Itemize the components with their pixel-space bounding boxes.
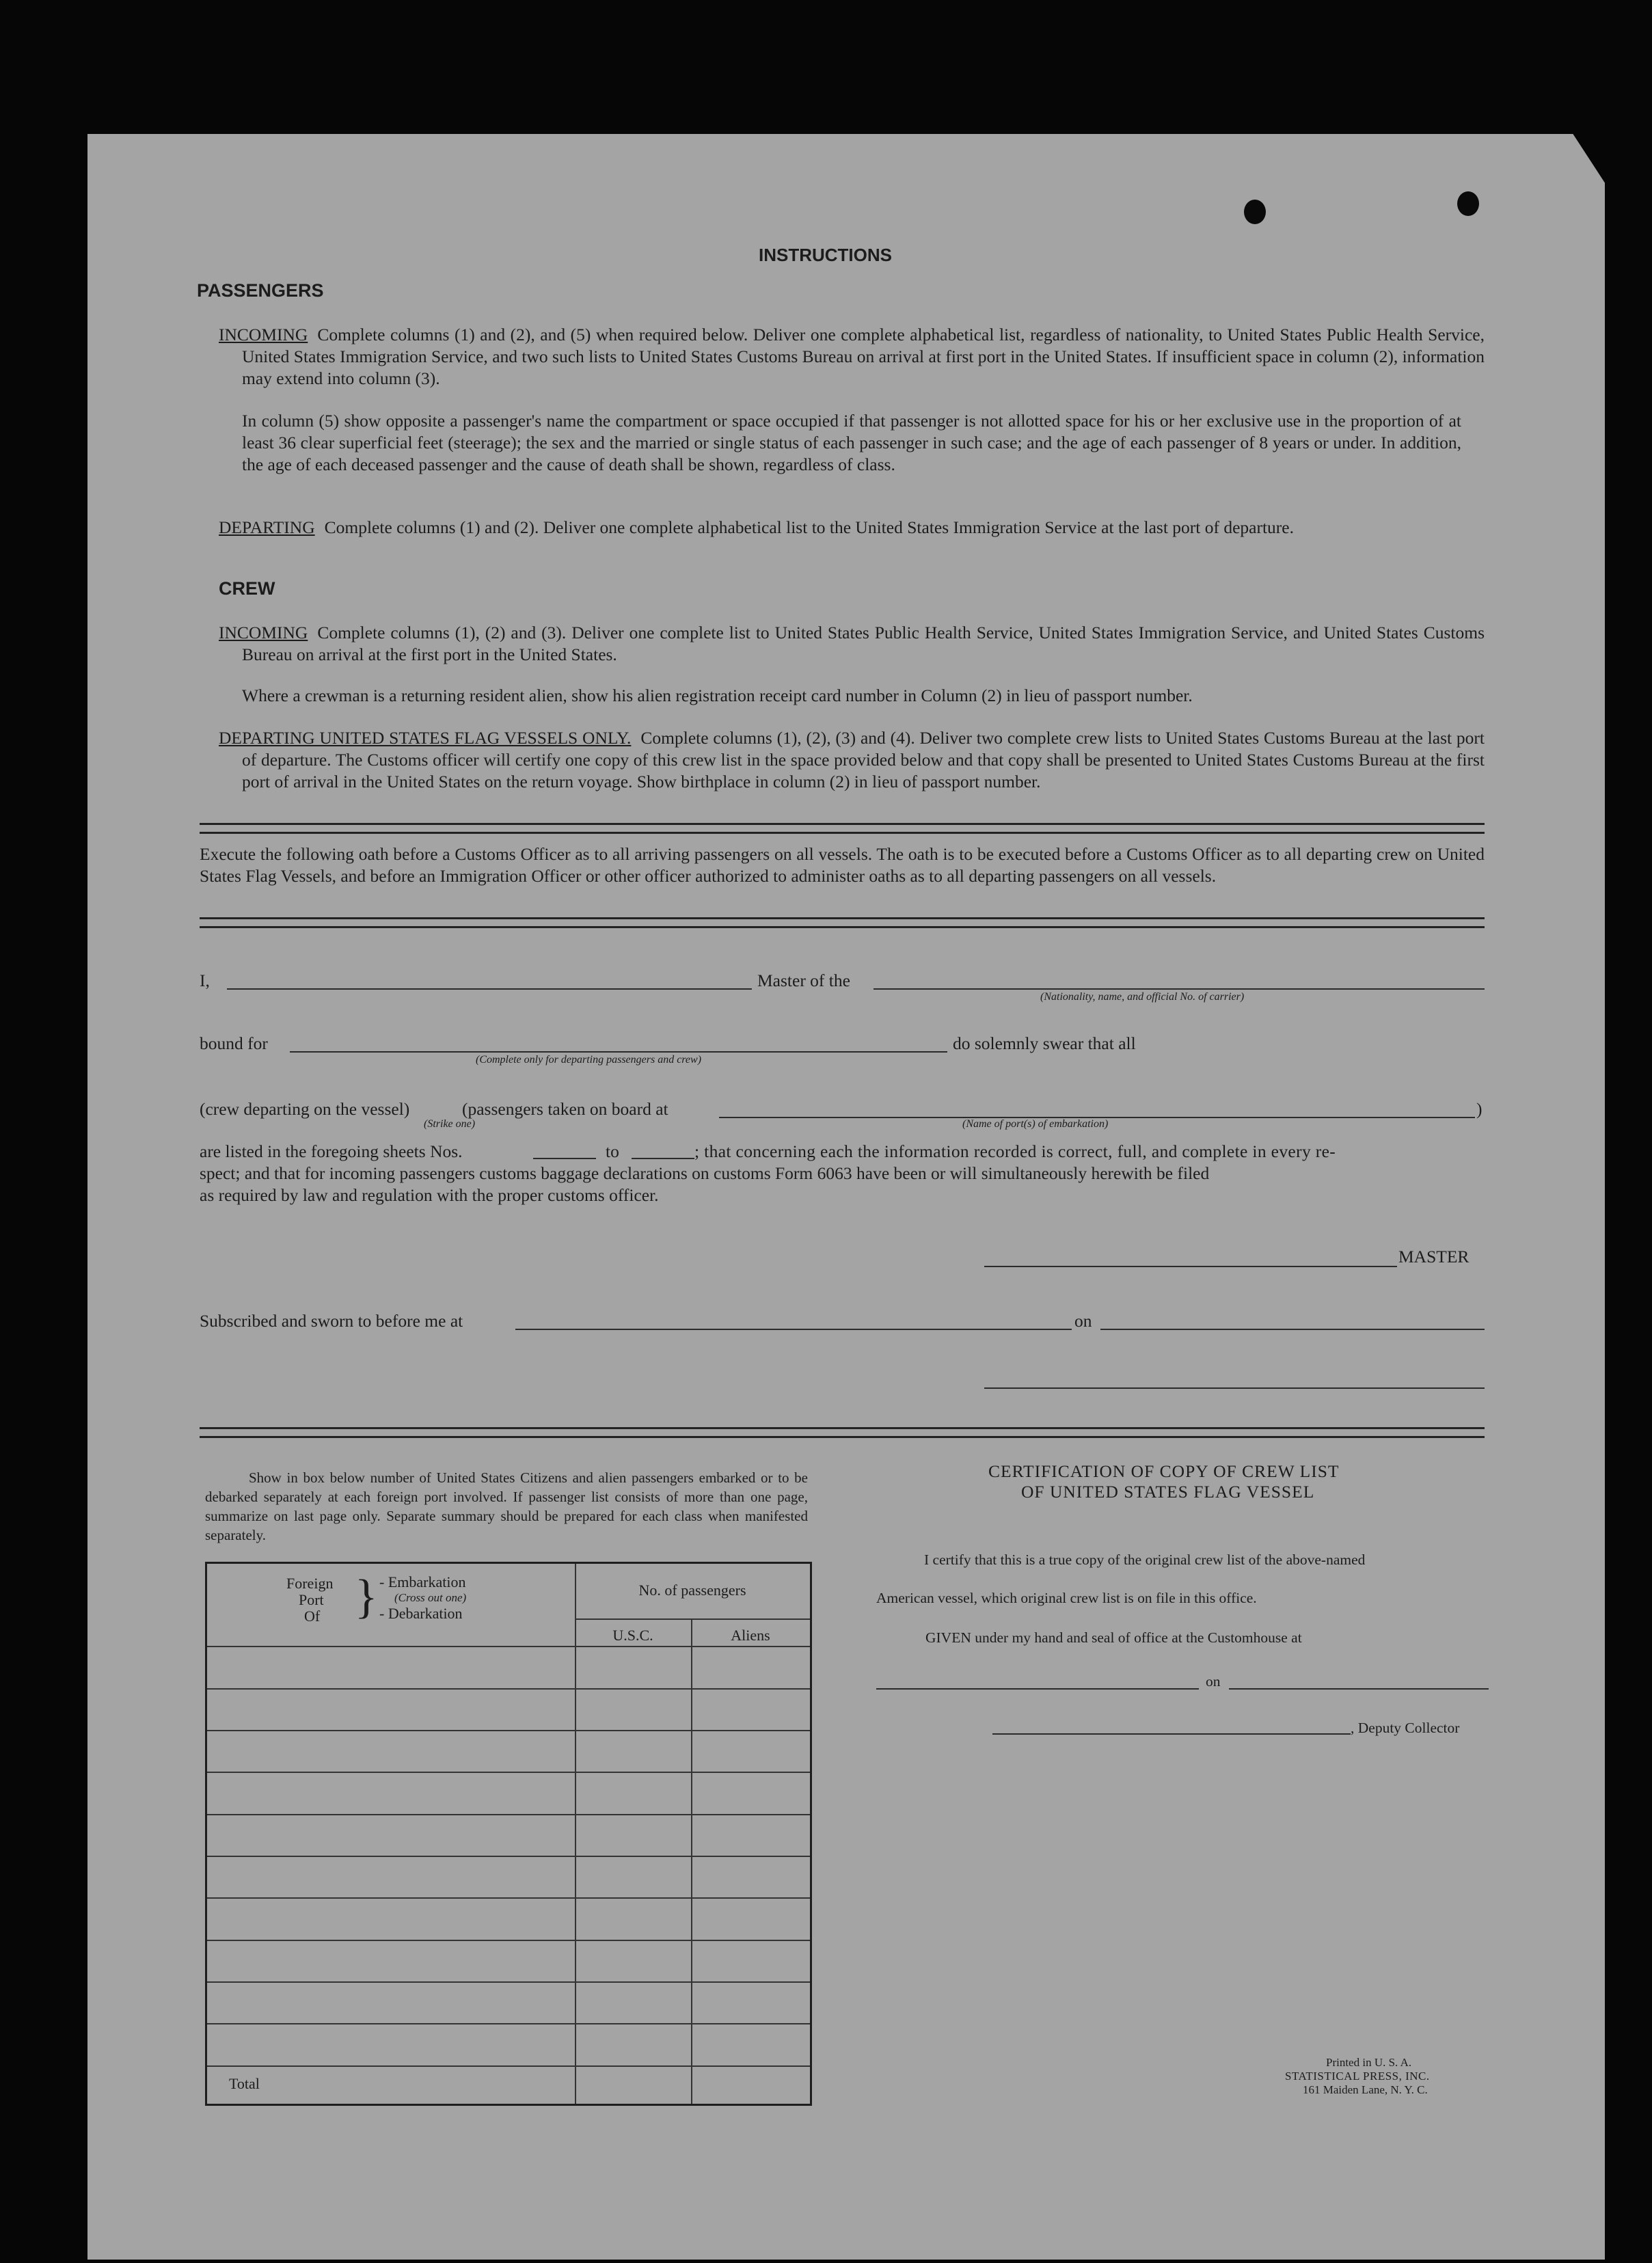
embarkation-label: - Embarkation [379,1573,466,1590]
no-passengers-header: No. of passengers [638,1582,746,1599]
deputy-collector-label: , Deputy Collector [1351,1720,1460,1736]
passengers-heading: PASSENGERS [197,280,324,301]
sheet-from-field[interactable] [533,1158,596,1159]
subscribed-label: Subscribed and sworn to before me at [200,1311,463,1331]
table-header-bottom [207,1646,810,1647]
cert-on-label: on [1206,1673,1221,1690]
table-row [207,1730,810,1731]
certification-heading-1: CERTIFICATION OF COPY OF CREW LIST [988,1461,1340,1481]
listed-prefix: are listed in the foregoing sheets Nos. [200,1141,463,1161]
crew-departing-label: DEPARTING UNITED STATES FLAG VESSELS ONLY. [219,728,632,748]
crew-incoming-text [219,622,1485,666]
crew-incoming-label: INCOMING [219,623,308,642]
table-row [207,2023,810,2024]
certify-line-1: I certify that this is a true copy of the original crew list of the above-named [924,1551,1366,1568]
cert-date-field[interactable] [1229,1688,1489,1690]
crewman-body: Where a crewman is a returning resident alien, show his alien registration receipt card number in Column (2) in lieu of passport number. [242,686,1193,705]
port-label: Port [299,1591,324,1608]
deputy-signature-field[interactable] [992,1733,1351,1735]
brace-icon: } [355,1571,378,1623]
passenger-summary-table [205,1562,812,2106]
column5-text [242,410,1461,476]
table-row [207,2065,810,2067]
carrier-field[interactable] [874,988,1485,990]
debarkation-label: - Debarkation [379,1605,463,1622]
of-label: Of [304,1608,321,1625]
punch-hole-right [1457,191,1479,216]
customhouse-field[interactable] [876,1688,1199,1690]
nationality-caption: (Nationality, name, and official No. of carrier) [1040,991,1245,1003]
given-text: GIVEN under my hand and seal of office at the Customhouse at [925,1629,1302,1646]
oath-i-label: I, [200,971,210,990]
passengers-departing-body: Complete columns (1) and (2). Deliver one complete alphabetical list to the United States Immigration Service at the last port of departure. [324,517,1294,537]
aliens-header: Aliens [731,1627,770,1644]
crew-incoming-body: Complete columns (1), (2) and (3). Deliver one complete list to United States Public Health Service, United States Immigration Service, and United States Customs Bureau on arrival at the first port in the United States. [242,623,1485,664]
sheet-to-field[interactable] [632,1158,694,1159]
total-label: Total [229,2075,260,2092]
table-row [207,1772,810,1773]
swear-text: do solemnly swear that all [953,1033,1136,1053]
passengers-incoming-text [219,324,1485,390]
column5-body: In column (5) show opposite a passenger's name the compartment or space occupied if that passenger is not allotted space for his or her exclusive use in the proportion of at least 36 clear superficial feet (steerage); the sex and the married or single status of each passenger in such case; and the age of each passenger of 8 years or under. In addition, the age of each deceased passenger and the cause of death shall be shown, regardless of class. [242,411,1461,474]
subscribed-date-field[interactable] [1100,1329,1485,1330]
usc-header: U.S.C. [612,1627,653,1644]
listed-line2: spect; and that for incoming passengers customs baggage declarations on customs Form 6063 have been or will simultaneously herewith be filed [200,1163,1210,1183]
close-paren: ) [1476,1099,1482,1119]
punch-hole-left [1244,200,1266,224]
oath-instruction: Execute the following oath before a Customs Officer as to all arriving passengers on all vessels. The oath is to be executed before a Customs Officer as to all departing crew on United States Flag Vessels, and before an Immigration Officer or other officer authorized to administer oaths as to all departing passengers on all vessels. [200,844,1485,886]
passengers-incoming-label: INCOMING [219,325,308,344]
bound-for-field[interactable] [290,1051,947,1053]
strike-caption: (Strike one) [424,1118,476,1130]
table-row [207,1940,810,1941]
crew-departing-option: (crew departing on the vessel) [200,1099,410,1119]
table-divider-usc [691,1618,692,2104]
crew-departing-body: Complete columns (1), (2), (3) and (4). Deliver two complete crew lists to United States Customs Bureau at the last port of departure. The Customs officer will certify one copy of this crew list in the space provided below and that copy shall be presented to United States Customs Bureau at the first port of arrival in the United States on the return voyage. Show birthplace in column (2) in lieu of passport number. [242,728,1485,791]
page-title: INSTRUCTIONS [759,245,892,265]
table-header-split [575,1618,810,1620]
foreign-label: Foreign [286,1575,334,1592]
summary-instruction [205,1468,808,1545]
subscribed-on-label: on [1074,1311,1092,1331]
to-label: to [606,1141,619,1161]
table-row [207,1897,810,1899]
crew-heading: CREW [219,578,275,599]
cross-out-caption: (Cross out one) [394,1591,467,1604]
passengers-departing-text [219,517,1485,539]
master-name-field[interactable] [227,988,752,990]
table-row [207,1688,810,1690]
listed-rest: ; that concerning each the information recorded is correct, full, and complete in every re- [694,1141,1336,1161]
master-of-label: Master of the [757,971,850,990]
crew-departing-text [219,727,1485,793]
certification-heading-2: OF UNITED STATES FLAG VESSEL [1021,1482,1315,1502]
divider-3 [200,1427,1485,1438]
passengers-departing-label: DEPARTING [219,517,315,537]
officer-signature-field[interactable] [984,1387,1485,1389]
certify-line-2: American vessel, which original crew list is on file in this office. [876,1590,1257,1606]
bound-for-caption: (Complete only for departing passengers and crew) [476,1054,702,1066]
printer-line-1: Printed in U. S. A. [1326,2056,1412,2069]
printer-line-3: 161 Maiden Lane, N. Y. C. [1303,2083,1428,2096]
master-label: MASTER [1398,1247,1470,1266]
printer-line-2: STATISTICAL PRESS, INC. [1285,2070,1430,2083]
divider-1 [200,823,1485,834]
divider-2 [200,917,1485,928]
listed-line3: as required by law and regulation with the proper customs officer. [200,1185,659,1205]
table-row [207,1856,810,1857]
table-row [207,1814,810,1815]
crewman-text [242,685,1461,707]
master-signature-field[interactable] [984,1266,1397,1267]
table-row [207,1981,810,1983]
passengers-incoming-body: Complete columns (1) and (2), and (5) when required below. Deliver one complete alphabetical list, regardless of nationality, to United States Public Health Service, United States Immigration Service, and two such lists to United States Customs Bureau on arrival at first port in the United States. If insufficient space in column (2), information may extend into column (3). [242,325,1485,388]
passengers-taken-option: (passengers taken on board at [462,1099,668,1119]
summary-instruction-body: Show in box below number of United States Citizens and alien passengers embarked or to be debarked separately at each foreign port involved. If passenger list consists of more than one page, summarize on last page only. Separate summary should be prepared for each class when manifested separately. [205,1469,808,1543]
bound-for-label: bound for [200,1033,268,1053]
embarkation-caption: (Name of port(s) of embarkation) [962,1118,1109,1130]
subscribed-place-field[interactable] [515,1329,1072,1330]
